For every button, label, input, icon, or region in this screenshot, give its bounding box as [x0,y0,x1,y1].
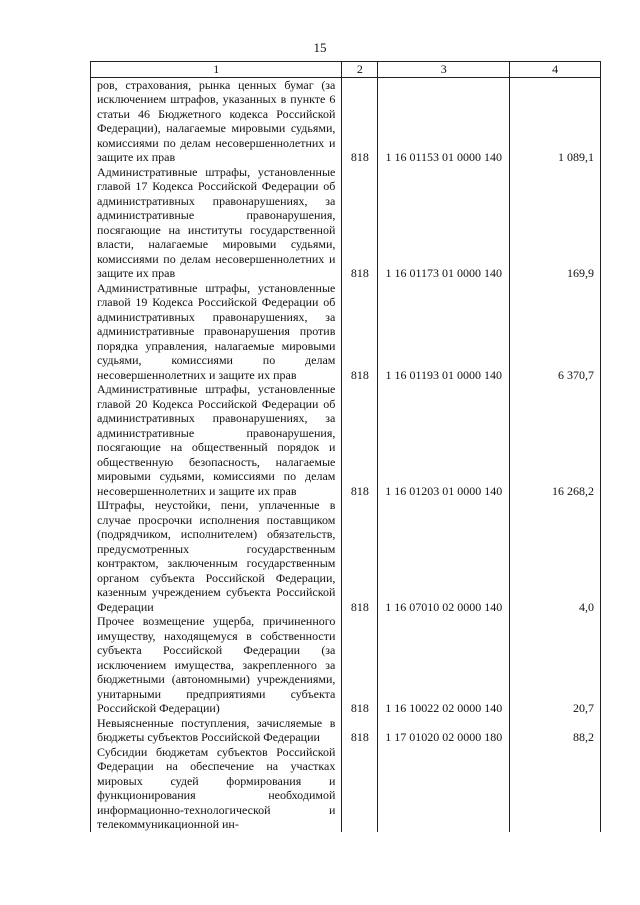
row-amount: 16 268,2 [510,382,601,498]
row-budget-code: 1 17 01020 02 0000 180 [378,716,510,745]
row-description: Административные штрафы, установленные главой 20 Кодекса Российской Федерации об административных правонарушениях, за административные правонарушения, посягающие на общественный порядок и общественную безопасность, налагаемые мировыми судьями, комиссиями по делам несовершеннолетних и защите их прав [91,382,342,498]
row-description: Прочее возмещение ущерба, причиненного имуществу, находящемуся в собственности субъекта Российской Федерации (за исключением имущества, закрепленного за бюджетными (автономными) учреждениями, унитарными предприятиями субъекта Российской Федерации) [91,614,342,716]
row-admin-code: 818 [342,498,378,614]
row-admin-code: 818 [342,382,378,498]
row-amount: 6 370,7 [510,281,601,383]
page-number: 15 [313,40,327,55]
row-amount [510,745,601,832]
row-description: Штрафы, неустойки, пени, уплаченные в случае просрочки исполнения поставщиком (подрядчиком, исполнителем) обязательств, предусмотренных государственным контрактом, заключенным государственным органом субъекта Российской Федерации, казенным учреждением субъекта Российской Федерации [91,498,342,614]
column-header-1: 1 [91,62,342,78]
row-admin-code: 818 [342,614,378,716]
row-budget-code: 1 16 07010 02 0000 140 [378,498,510,614]
row-admin-code [342,745,378,832]
row-budget-code: 1 16 01173 01 0000 140 [378,165,510,281]
table-row [91,281,601,383]
row-budget-code: 1 16 01203 01 0000 140 [378,382,510,498]
row-amount: 169,9 [510,165,601,281]
row-admin-code: 818 [342,281,378,383]
row-budget-code: 1 16 01193 01 0000 140 [378,281,510,383]
budget-revenue-table [90,61,601,832]
table-row [91,716,601,745]
column-header-3: 3 [378,62,510,78]
row-amount: 4,0 [510,498,601,614]
row-amount: 88,2 [510,716,601,745]
row-admin-code: 818 [342,165,378,281]
row-admin-code: 818 [342,77,378,165]
table-row [91,614,601,716]
row-budget-code [378,745,510,832]
table-row [91,745,601,832]
table-row [91,165,601,281]
row-budget-code: 1 16 01153 01 0000 140 [378,77,510,165]
row-description: Субсидии бюджетам субъектов Российской Федерации на обеспечение на участках мировых судей формирования и функционирования необходимой информационно-технологической и телекоммуникационной ин- [91,745,342,832]
row-amount: 20,7 [510,614,601,716]
row-budget-code: 1 16 10022 02 0000 140 [378,614,510,716]
table-row [91,77,601,165]
column-header-4: 4 [510,62,601,78]
table-row [91,382,601,498]
row-description: ров, страхования, рынка ценных бумаг (за исключением штрафов, указанных в пункте 6 статьи 46 Бюджетного кодекса Российской Федерации), налагаемые мировыми судьями, комиссиями по делам несовершеннолетних и защите их прав [91,77,342,165]
column-header-2: 2 [342,62,378,78]
table-row [91,498,601,614]
column-number-row [91,62,601,78]
row-amount: 1 089,1 [510,77,601,165]
row-admin-code: 818 [342,716,378,745]
row-description: Административные штрафы, установленные главой 17 Кодекса Российской Федерации об административных правонарушениях, за административные правонарушения, посягающие на институты государственной власти, налагаемые мировыми судьями, комиссиями по делам несовершеннолетних и защите их прав [91,165,342,281]
row-description: Невыясненные поступления, зачисляемые в бюджеты субъектов Российской Федерации [91,716,342,745]
row-description: Административные штрафы, установленные главой 19 Кодекса Российской Федерации об административных правонарушениях, за административные правонарушения против порядка управления, налагаемые мировыми судьями, комиссиями по делам несовершеннолетних и защите их прав [91,281,342,383]
